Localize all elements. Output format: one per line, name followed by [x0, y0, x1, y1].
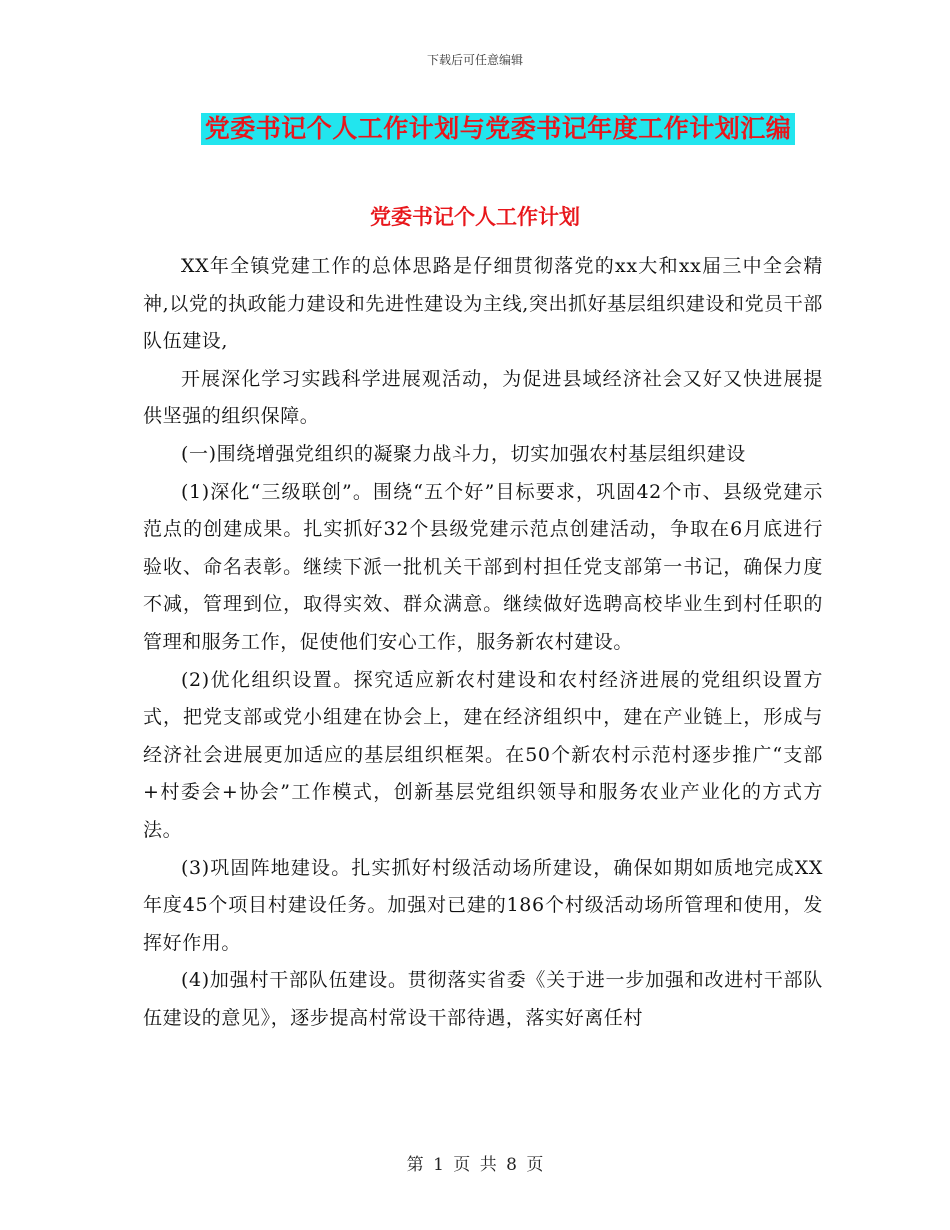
paragraph: XX年全镇党建工作的总体思路是仔细贯彻落党的xx大和xx届三中全会精神,以党的执政能力建设和先进性建设为主线,突出抓好基层组织建设和党员干部队伍建设, [143, 255, 823, 353]
page-number-footer: 第 1 页 共 8 页 [406, 1155, 544, 1175]
paragraph: (2)优化组织设置。探究适应新农村建设和农村经济进展的党组织设置方式，把党支部或党小组建在协会上，建在经济组织中，建在产业链上，形成与经济社会进展更加适应的基层组织框架。在50个新农村示范村逐步推广“支部+村委会+协会”工作模式，创新基层党组织领导和服务农业产业化的方式方法。 [143, 668, 823, 841]
paragraph: (3)巩固阵地建设。扎实抓好村级活动场所建设，确保如期如质地完成XX年度45个项目村建设任务。加强对已建的186个村级活动场所管理和使用，发挥好作用。 [143, 856, 823, 954]
paragraph: (1)深化“三级联创”。围绕“五个好”目标要求，巩固42个市、县级党建示范点的创建成果。扎实抓好32个县级党建示范点创建活动，争取在6月底进行验收、命名表彰。继续下派一批机关干部到村担任党支部第一书记，确保力度不减，管理到位，取得实效、群众满意。继续做好选聘高校毕业生到村任职的管理和服务工作，促使他们安心工作，服务新农村建设。 [143, 480, 823, 653]
section-title: 党委书记个人工作计划 [370, 204, 580, 229]
document-body [143, 248, 823, 1037]
paragraph: 开展深化学习实践科学进展观活动，为促进县域经济社会又好又快进展提供坚强的组织保障。 [143, 367, 823, 428]
paragraph: (4)加强村干部队伍建设。贯彻落实省委《关于进一步加强和改进村干部队伍建设的意见》，逐步提高村常设干部待遇，落实好离任村 [143, 969, 823, 1029]
main-title-container [0, 113, 950, 145]
page-header-note: 下载后可任意编辑 [426, 53, 523, 67]
main-title: 党委书记个人工作计划与党委书记年度工作计划汇编 [201, 113, 796, 145]
paragraph: (一)围绕增强党组织的凝聚力战斗力，切实加强农村基层组织建设 [181, 442, 746, 465]
